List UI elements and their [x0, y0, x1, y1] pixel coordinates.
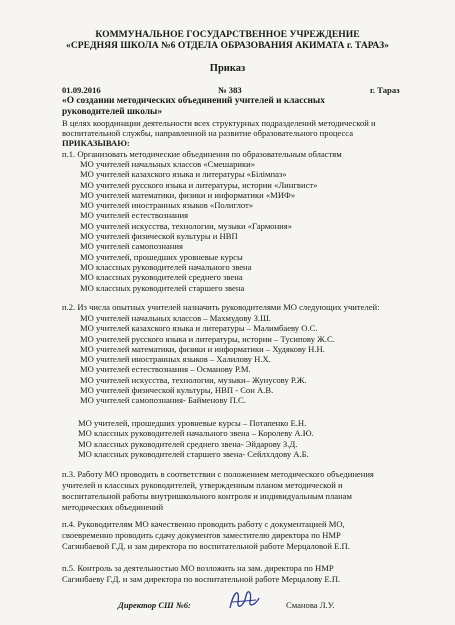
p4-line-2: своевременно проводить сдачу документов заместителю директора по НМР: [62, 530, 341, 540]
p2-list-2: [78, 418, 314, 459]
list-item: МО учителей искусства, технологии, музыки «Гармония»: [80, 220, 293, 231]
p1-list: [80, 159, 317, 293]
p3-line-3: воспитательной работы внутришкольного контроля и индивидуальным планам: [62, 491, 352, 501]
list-item: МО учителей самопознания: [80, 241, 183, 252]
p3-line-2: учителей и классных руководителей, утвержденным планом методической и: [62, 480, 343, 490]
order-title-line-2: руководителей школы»: [62, 107, 163, 117]
order-title-line-1: «О создании методических объединений учителей и классных: [62, 96, 325, 106]
list-item: МО учителей физической культуры, НВП - Сон А.В.: [80, 385, 274, 396]
order-city: г. Тараз: [370, 85, 400, 95]
list-item: МО учителей казахского языка и литературы – Малимбаеву О.С.: [80, 323, 318, 334]
list-item: МО учителей физической культуры и НВП: [80, 231, 238, 242]
list-item: МО классных руководителей начального звена – Королеву А.Ю.: [78, 428, 314, 439]
p1-intro: п.1. Организовать методические объединения по образовательным областям: [62, 149, 342, 159]
preamble-command: ПРИКАЗЫВАЮ:: [62, 138, 130, 148]
list-item: МО классных руководителей старшего звена- Сейлхлдову А.Б.: [78, 448, 309, 459]
signature-name: Сманова Л.У.: [286, 600, 335, 610]
list-item: МО учителей русского языка и литературы, истории «Лингвист»: [80, 179, 318, 190]
list-item: МО учителей естествознания – Османову Р.М.: [80, 364, 251, 375]
list-item: МО учителей казахского языка и литературы «Білімпаз»: [80, 169, 287, 180]
p5-line-1: п.5. Контроль за деятельностью МО возложить на зам. директора по НМР: [62, 563, 334, 573]
p4-line-1: п.4. Руководителям МО качественно проводить работу с документацией МО,: [62, 519, 345, 529]
p4-line-3: Сагинбаевой Г.Д. и зам директора по воспитательной работе Мерцаловой Е.П.: [62, 541, 350, 551]
list-item: МО учителей начальных классов «Смешарики»: [80, 159, 256, 169]
preamble-line-2: воспитательной службы, направленной на развитие образовательного процесса: [62, 128, 354, 138]
list-item: МО учителей математики, физики и информатики «МИФ»: [80, 189, 296, 200]
list-item: МО учителей самопознания- Байменову П.С.: [80, 395, 246, 406]
document-type: Приказ: [209, 63, 246, 74]
list-item: МО учителей, прошедших уровневые курсы – Потапенко Е.Н.: [78, 418, 307, 428]
p5-line-2: Сагинбаеву Г.Д. и зам директора по воспитательной работе Мерцалову Е.П.: [62, 574, 341, 584]
list-item: МО учителей, прошедших уровневые курсы: [80, 251, 243, 262]
list-item: МО учителей математики, физики и информатики – Худякову Н.Н.: [80, 343, 325, 354]
list-item: МО учителей начальных классов – Махмудову З.Ш.: [80, 313, 271, 323]
list-item: МО учителей иностранных языков – Халилову Н.Х.: [80, 354, 271, 365]
institution-line-1: КОММУНАЛЬНОЕ ГОСУДАРСТВЕННОЕ УЧРЕЖДЕНИЕ: [95, 29, 360, 40]
p3-line-4: методических объединений: [62, 502, 164, 512]
p2-intro: п.2. Из числа опытных учителей назначить руководителями МО следующих учителей:: [62, 302, 380, 312]
preamble-line-1: В целях координации деятельности всех структурных подразделений методической и: [62, 118, 376, 128]
list-item: МО классных руководителей начального звена: [80, 261, 252, 272]
signature-role: Директор СШ №6:: [118, 600, 191, 610]
handwritten-signature: [226, 584, 262, 614]
p3-line-1: п.3. Работу МО проводить в соответствии с положением методического объединения: [62, 469, 374, 479]
order-number: № 383: [218, 85, 242, 95]
list-item: МО классных руководителей среднего звена- Эйдарову З.Д.: [78, 438, 298, 449]
order-date: 01.09.2016: [62, 85, 101, 95]
list-item: МО учителей естествознания: [80, 210, 189, 221]
list-item: МО учителей искусства, технологии, музыки– Жунусову Р.Ж.: [80, 374, 307, 385]
list-item: МО учителей иностранных языков «Полиглот»: [80, 200, 254, 211]
list-item: МО учителей русского языка и литературы, истории – Тусипову Ж.С.: [80, 333, 335, 344]
list-item: МО классных руководителей среднего звена: [80, 272, 243, 283]
list-item: МО классных руководителей старшего звена: [80, 282, 245, 293]
institution-line-2: «СРЕДНЯЯ ШКОЛА №6 ОТДЕЛА ОБРАЗОВАНИЯ АКИМАТА г. ТАРАЗ»: [66, 40, 389, 51]
p2-list: [80, 313, 335, 406]
